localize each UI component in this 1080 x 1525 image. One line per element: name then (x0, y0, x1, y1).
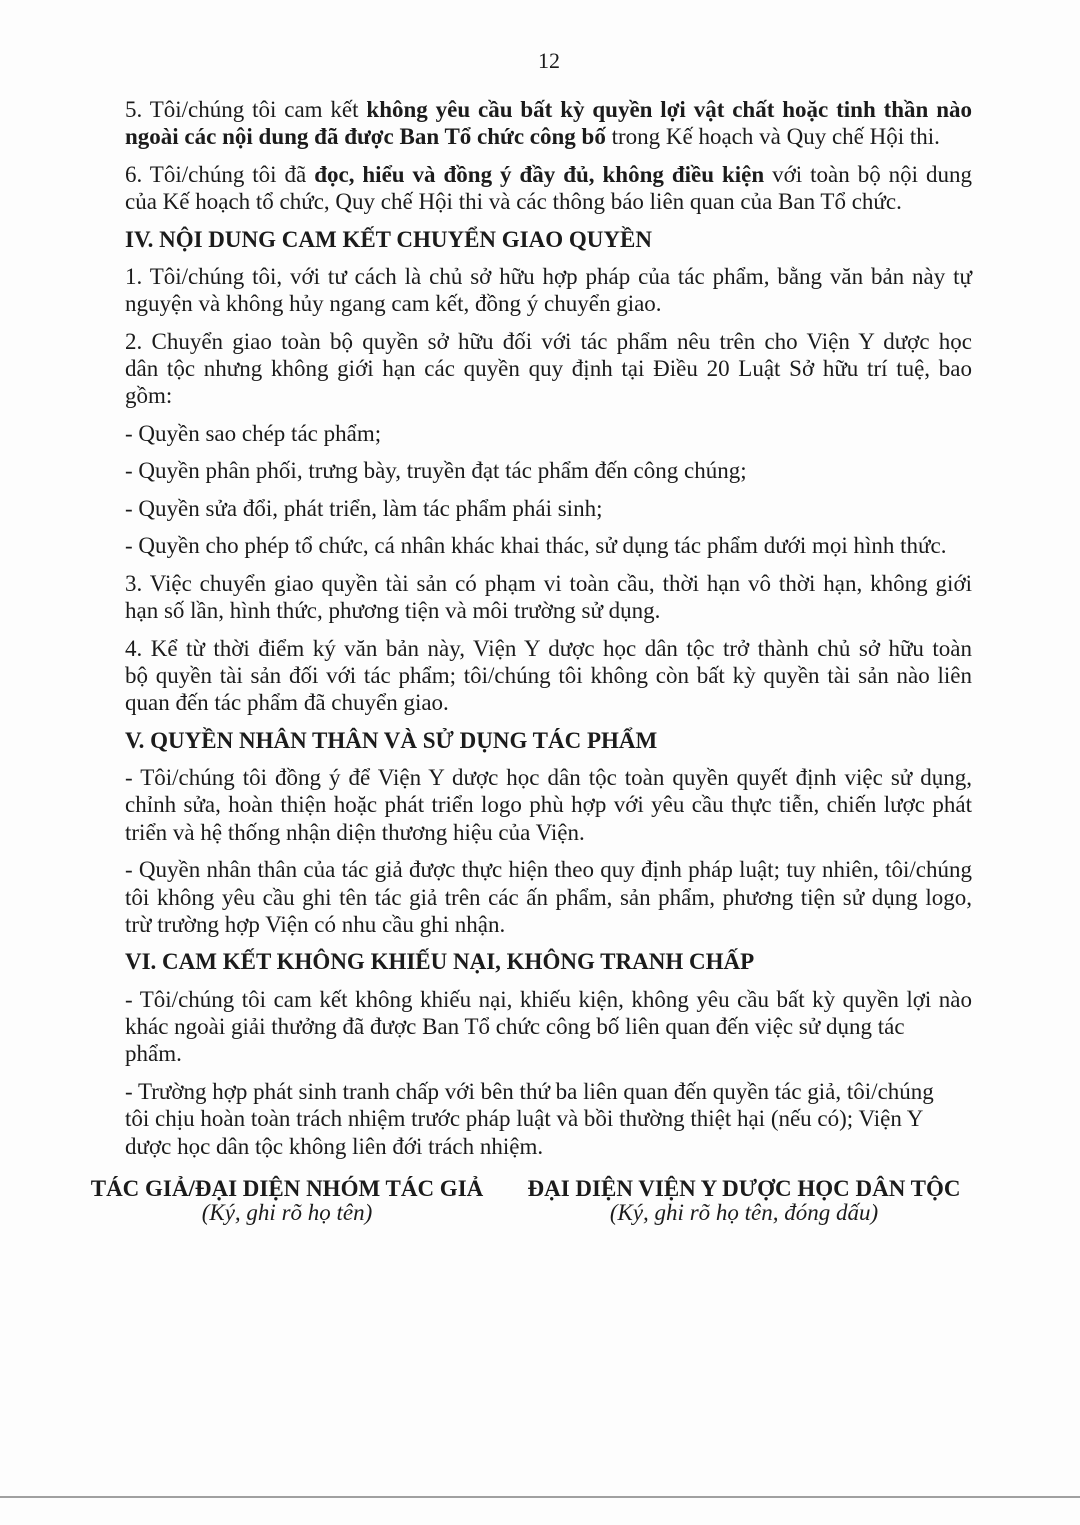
transfer-item-3 (125, 570, 972, 625)
text-line (125, 96, 972, 123)
text-line: - Quyền nhân thân của tác giả được thực hiện theo quy định pháp luật; tuy nhiên, tôi/chúng (125, 857, 972, 883)
text-line: - Tôi/chúng tôi cam kết không khiếu nại, khiếu kiện, không yêu cầu bất kỳ quyền lợi nào (125, 986, 972, 1012)
document-body (125, 96, 972, 1170)
transfer-item-2 (125, 328, 972, 410)
text-line: của Kế hoạch tổ chức, Quy chế Hội thi và các thông báo liên quan của Ban Tổ chức. (125, 189, 902, 215)
text-line: 4. Kể từ thời điểm ký văn bản này, Viện Y dược học dân tộc trở thành chủ sở hữu toàn (125, 635, 972, 661)
text-line: - Tôi/chúng tôi đồng ý để Viện Y dược học dân tộc toàn quyền quyết định việc sử dụng, (125, 765, 972, 791)
bold-text-run: ngoài các nội dung đã được Ban Tổ chức công bố (125, 124, 606, 150)
signature-block-author (60, 1177, 514, 1225)
text-line: dân tộc nhưng không giới hạn các quyền quy định tại Điều 20 Luật Sở hữu trí tuệ, bao (125, 356, 972, 382)
text-line: bộ quyền tài sản đối với tác phẩm; tôi/chúng tôi không còn bất kỳ quyền tài sản nào liên (125, 662, 972, 688)
right-item (125, 420, 972, 447)
transfer-item-1 (125, 263, 972, 318)
text-line: - Quyền cho phép tổ chức, cá nhân khác khai thác, sử dụng tác phẩm dưới mọi hình thức. (125, 533, 947, 559)
signature-note: (Ký, ghi rõ họ tên) (201, 1200, 373, 1225)
no-dispute-paragraph (125, 1078, 972, 1160)
text-run: 6. Tôi/chúng tôi đã (125, 161, 315, 187)
right-item (125, 495, 972, 522)
text-line: hạn số lần, hình thức, phương tiện và môi trường sử dụng. (125, 598, 661, 624)
heading-text: V. QUYỀN NHÂN THÂN VÀ SỬ DỤNG TÁC PHẨM (125, 727, 658, 753)
text-run: 5. Tôi/chúng tôi cam kết (125, 97, 367, 122)
text-line: quan đến tác phẩm đã chuyển giao. (125, 690, 449, 716)
section-vi-heading (125, 948, 972, 975)
text-line: dược học dân tộc không liên đới trách nhiệm. (125, 1133, 544, 1159)
no-dispute-paragraph (125, 986, 972, 1068)
text-line (125, 123, 972, 150)
text-line (125, 161, 972, 188)
heading-text: VI. CAM KẾT KHÔNG KHIẾU NẠI, KHÔNG TRANH CHẤP (125, 949, 755, 975)
scan-edge-line (0, 1496, 1080, 1498)
text-line: triển và hệ thống nhận diện thương hiệu của Viện. (125, 819, 585, 845)
commitment-item-6 (125, 161, 972, 216)
text-line: khác ngoài giải thưởng đã được Ban Tổ chức công bố liên quan đến việc sử dụng tác (125, 1014, 905, 1040)
text-line: - Quyền phân phối, trưng bày, truyền đạt tác phẩm đến công chúng; (125, 458, 747, 484)
bold-text-run: không yêu cầu bất kỳ quyền lợi vật chất hoặc tinh thần nào (366, 97, 973, 122)
transfer-item-4 (125, 635, 972, 717)
text-line: - Trường hợp phát sinh tranh chấp với bên thứ ba liên quan đến quyền tác giả, tôi/chúng (125, 1078, 934, 1104)
right-item (125, 457, 972, 484)
text-line: 2. Chuyển giao toàn bộ quyền sở hữu đối với tác phẩm nêu trên cho Viện Y dược học (125, 328, 972, 354)
text-line: gồm: (125, 383, 173, 409)
text-line: 3. Việc chuyển giao quyền tài sản có phạm vi toàn cầu, thời hạn vô thời hạn, không giới (125, 570, 972, 596)
text-line: trừ trường hợp Viện có nhu cầu ghi nhận. (125, 911, 506, 937)
text-line: nguyện và không hủy ngang cam kết, đồng ý chuyển giao. (125, 291, 662, 317)
moral-rights-paragraph (125, 856, 972, 938)
signature-block-institute (520, 1177, 968, 1225)
text-line: phẩm. (125, 1041, 182, 1067)
text-line: chỉnh sửa, hoàn thiện hoặc phát triển logo phù hợp với yêu cầu thực tiễn, chiến lược phát (125, 792, 972, 818)
text-line: - Quyền sửa đổi, phát triển, làm tác phẩm phái sinh; (125, 495, 603, 521)
heading-text: IV. NỘI DUNG CAM KẾT CHUYỂN GIAO QUYỀN (125, 226, 652, 252)
right-item (125, 532, 972, 559)
text-line: tôi không yêu cầu ghi tên tác giả trên các ấn phẩm, sản phẩm, phương tiện sử dụng logo, (125, 884, 972, 910)
signature-note: (Ký, ghi rõ họ tên, đóng dấu) (609, 1200, 879, 1225)
bold-text-run: đọc, hiểu và đồng ý đầy đủ, không điều kiện (314, 161, 765, 187)
commitment-item-5 (125, 96, 972, 151)
text-run: trong Kế hoạch và Quy chế Hội thi. (605, 124, 940, 150)
text-run: với toàn bộ nội dung (764, 161, 972, 187)
text-line: tôi chịu hoàn toàn trách nhiệm trước pháp luật và bồi thường thiệt hại (nếu có); Viện Y (125, 1106, 924, 1132)
moral-rights-paragraph (125, 764, 972, 846)
section-v-heading (125, 727, 972, 754)
page-number: 12 (538, 48, 560, 73)
signature-title: TÁC GIẢ/ĐẠI DIỆN NHÓM TÁC GIẢ (90, 1176, 484, 1201)
text-line: - Quyền sao chép tác phẩm; (125, 420, 382, 446)
section-iv-heading (125, 226, 972, 253)
text-line: 1. Tôi/chúng tôi, với tư cách là chủ sở hữu hợp pháp của tác phẩm, bằng văn bản này tự (125, 264, 972, 290)
signature-title: ĐẠI DIỆN VIỆN Y DƯỢC HỌC DÂN TỘC (527, 1176, 961, 1201)
